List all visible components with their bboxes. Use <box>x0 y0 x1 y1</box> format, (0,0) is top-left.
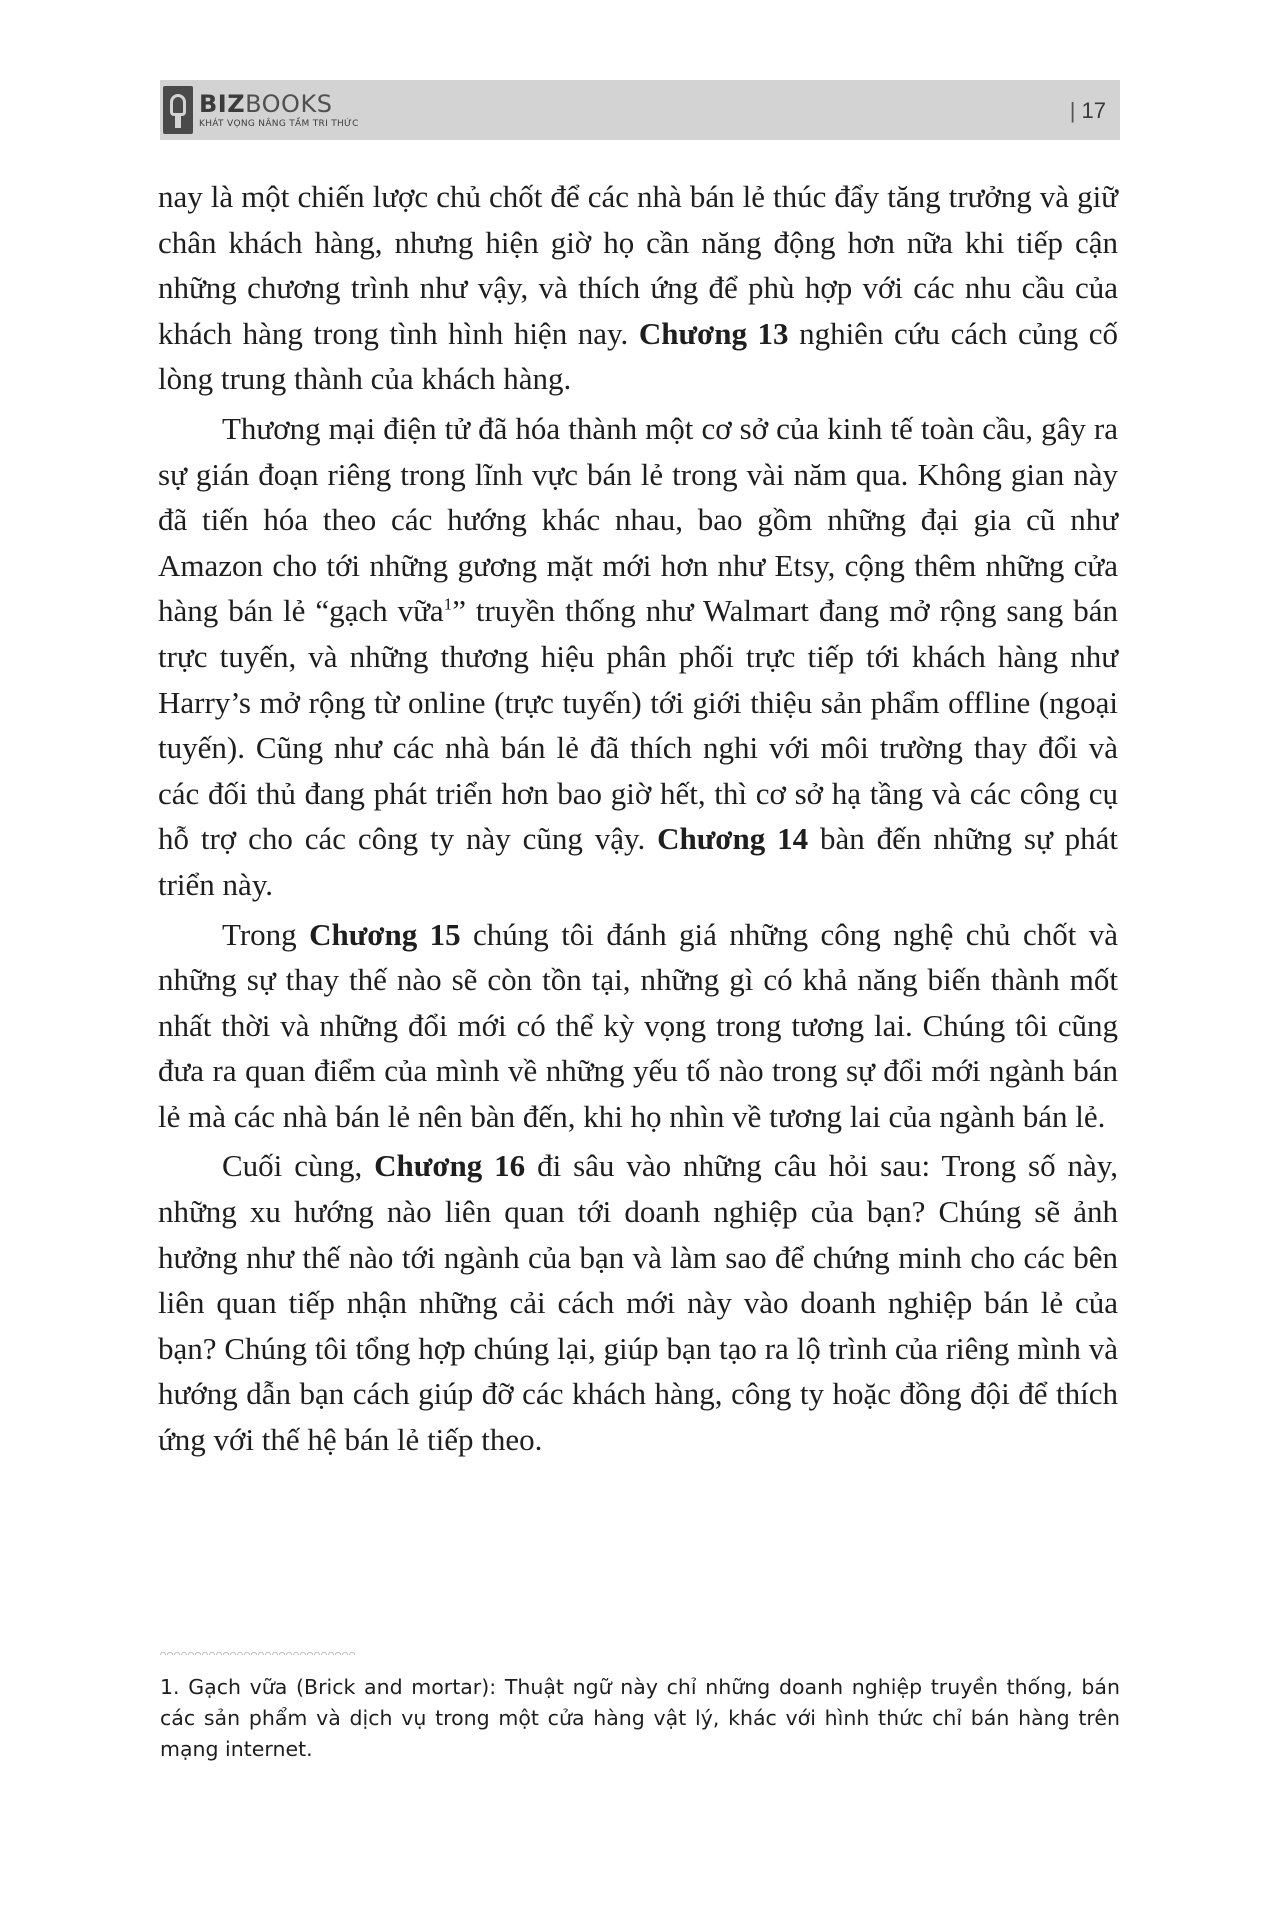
paragraph-2-text-b: ” truyền thống như Walmart đang mở rộng sang bán trực tuyến, và những thương hiệu phân phối trực tiếp tới khách hàng như Harry’s mở rộng từ online (trực tuyến) tới giới thiệu sản phẩm offline (ngoại tuyến). Cũng như các nhà bán lẻ đã thích nghi với môi trường thay đổi và các đối thủ đang phát triển hơn bao giờ hết, thì cơ sở hạ tầng và các công cụ hỗ trợ cho các công ty này cũng vậy. <box>158 593 1119 857</box>
paragraph-4-lead: Cuối cùng, <box>222 1148 375 1184</box>
footnote-ref-1[interactable]: 1 <box>443 595 453 615</box>
paragraph-3-lead: Trong <box>222 916 310 952</box>
brand-light: BOOKS <box>245 90 333 118</box>
brand-tagline: KHÁT VỌNG NÂNG TẦM TRI THỨC <box>199 119 359 129</box>
logo-text <box>199 91 359 129</box>
chapter-13-ref: Chương 13 <box>638 315 789 351</box>
footnote-divider <box>160 1652 355 1658</box>
paragraph-1-text: nay là một chiến lược chủ chốt để các nhà bán lẻ thúc đẩy tăng trưởng và giữ chân khách hàng, nhưng hiện giờ họ cần năng động hơn nữa khi tiếp cận những chương trình như vậy, và thích ứng để phù hợp với các nhu cầu của khách hàng trong tình hình hiện nay. <box>158 179 1118 351</box>
paragraph-4-tail: đi sâu vào những câu hỏi sau: Trong số này, những xu hướng nào liên quan tới doanh nghiệp của bạn? Chúng sẽ ảnh hưởng như thế nào tới ngành của bạn và làm sao để chứng minh cho các bên liên quan tiếp nhận những cải cách mới này vào doanh nghiệp bán lẻ của bạn? Chúng tôi tổng hợp chúng lại, giúp bạn tạo ra lộ trình của riêng mình và hướng dẫn bạn cách giúp đỡ các khách hàng, công ty hoặc đồng đội để thích ứng với thế hệ bán lẻ tiếp theo. <box>158 1148 1118 1458</box>
paragraph-2-tail: bàn đến những sự phát triển này. <box>158 821 1118 902</box>
footnote: 1. Gạch vữa (Brick and mortar): Thuật ngữ này chỉ những doanh nghiệp truyền thống, bán các sản phẩm và dịch vụ trong một cửa hàng vật lý, khác với hình thức chỉ bán hàng trên mạng internet. <box>160 1675 1120 1761</box>
paragraph-2 <box>158 406 1118 908</box>
brand-name <box>199 91 359 117</box>
body-text <box>158 174 1118 1467</box>
page-number <box>1070 98 1106 124</box>
chapter-14-ref: Chương 14 <box>657 821 809 857</box>
page-number-value: 17 <box>1081 98 1106 123</box>
publisher-logo <box>163 83 359 137</box>
paragraph-1 <box>158 174 1118 402</box>
paragraph-3 <box>158 912 1118 1140</box>
chapter-16-ref: Chương 16 <box>374 1148 526 1184</box>
paragraph-4 <box>158 1143 1118 1462</box>
brand-bold: BIZ <box>199 90 246 118</box>
paragraph-2-text: Thương mại điện tử đã hóa thành một cơ sở của kinh tế toàn cầu, gây ra sự gián đoạn riêng trong lĩnh vực bán lẻ trong vài năm qua. Không gian này đã tiến hóa theo các hướng khác nhau, bao gồm những đại gia cũ như Amazon cho tới những gương mặt mới hơn như Etsy, cộng thêm những cửa hàng bán lẻ “gạch vữa <box>158 410 1118 629</box>
page-header <box>160 80 1120 140</box>
paragraph-3-tail: chúng tôi đánh giá những công nghệ chủ chốt và những sự thay thế nào sẽ còn tồn tại, những gì có khả năng biến thành mốt nhất thời và những đổi mới có thể kỳ vọng trong tương lai. Chúng tôi cũng đưa ra quan điểm của mình về những yếu tố nào trong sự đổi mới ngành bán lẻ mà các nhà bán lẻ nên bàn đến, khi họ nhìn về tương lai của ngành bán lẻ. <box>158 916 1119 1134</box>
bizbooks-logo-icon <box>163 86 193 134</box>
paragraph-1-tail: nghiên cứu cách củng cố lòng trung thành của khách hàng. <box>158 315 1119 397</box>
chapter-15-ref: Chương 15 <box>309 916 461 952</box>
